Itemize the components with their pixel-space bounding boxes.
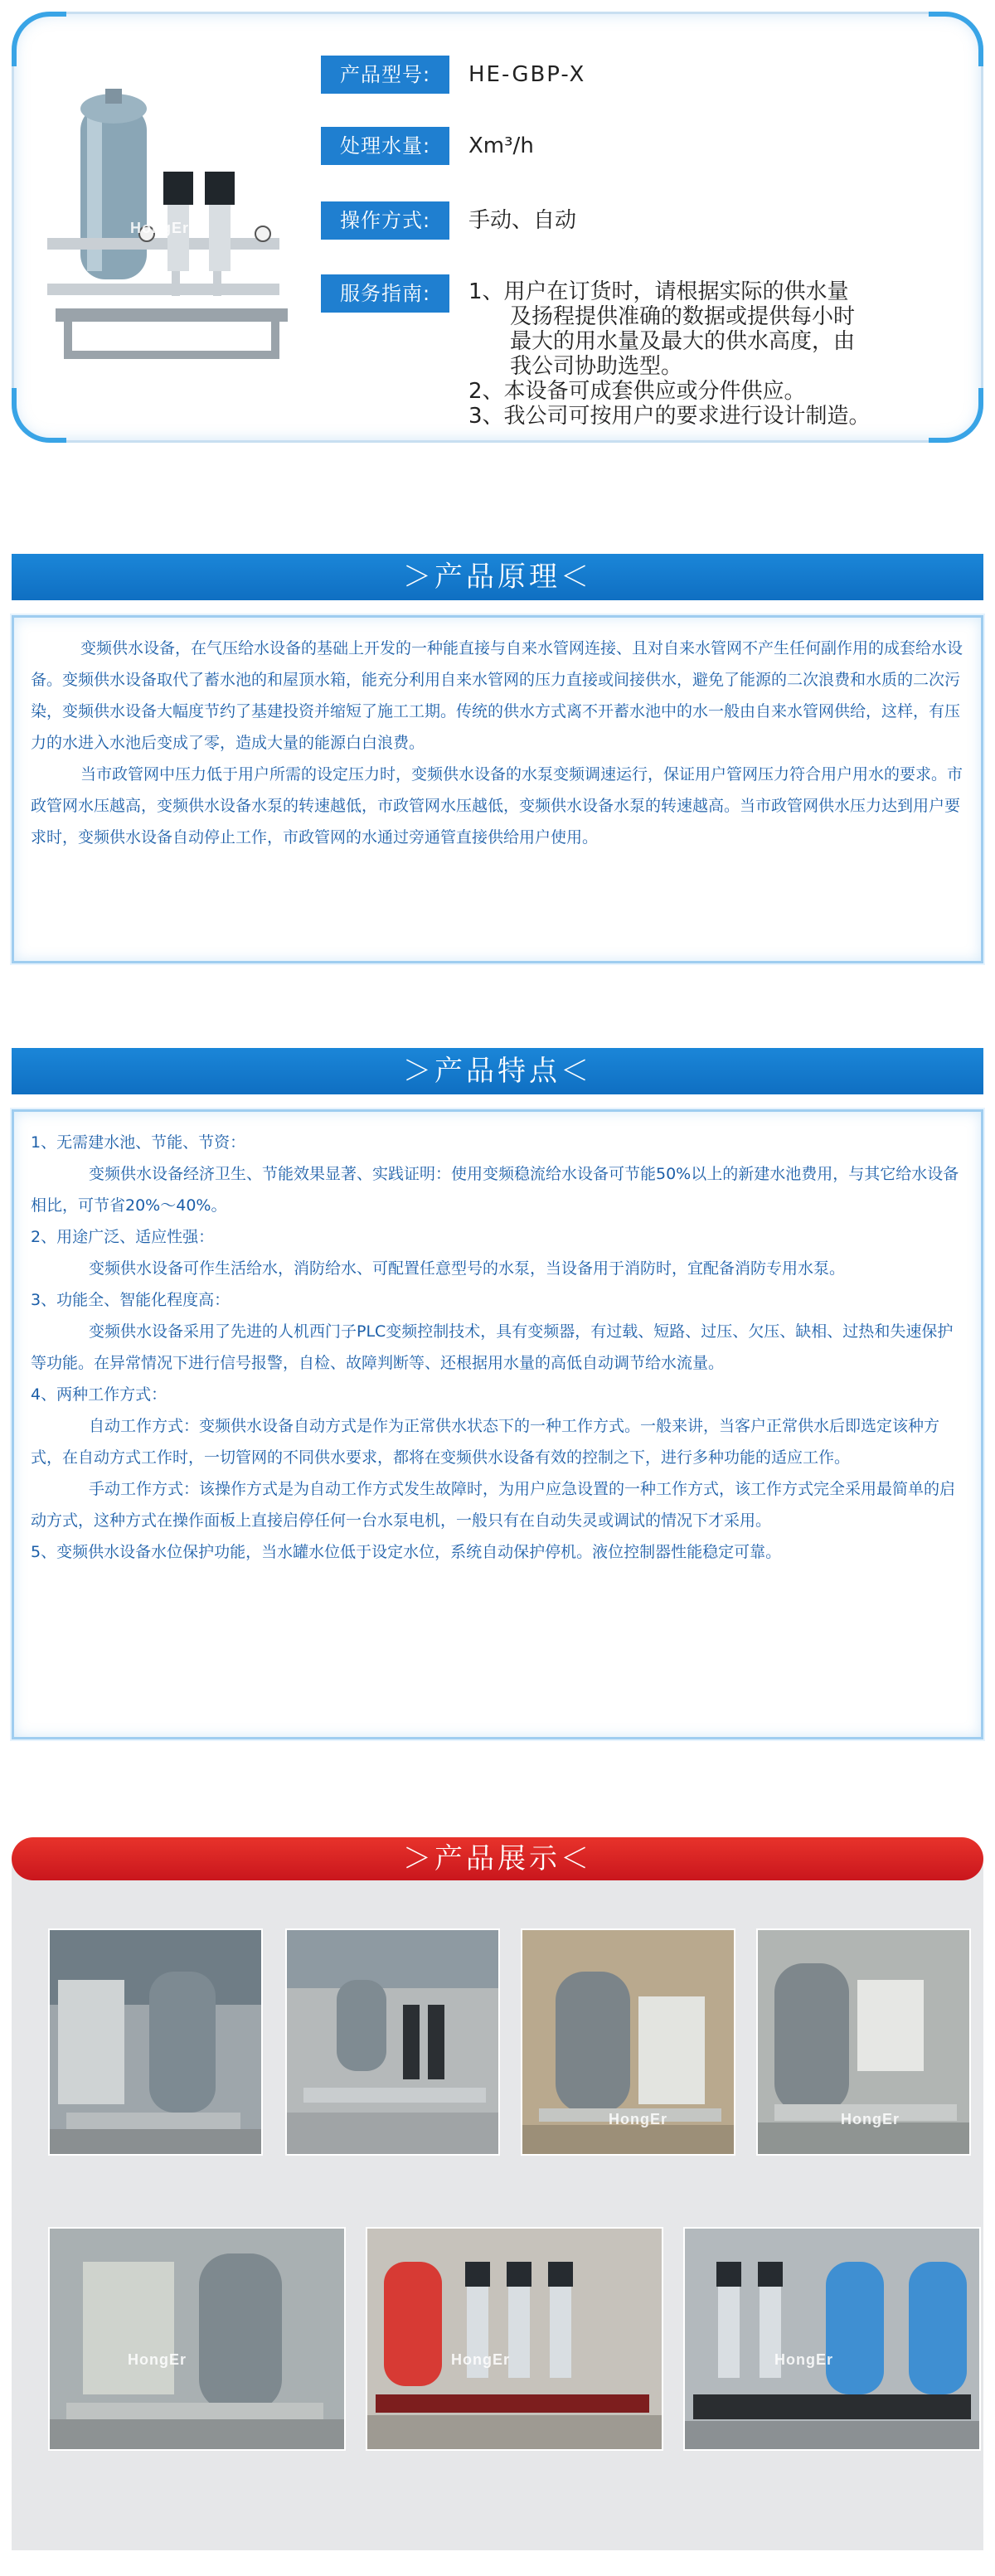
- watermark-logo: HongEr: [128, 2351, 187, 2368]
- guide-line: 最大的用水量及最大的供水高度，由: [510, 329, 856, 354]
- spec-model-value: HE-GBP-X: [468, 62, 586, 87]
- spec-operation-value: 手动、自动: [468, 208, 577, 233]
- guide-line: 2、本设备可成套供应或分件供应。: [468, 379, 806, 404]
- principle-text-box: [12, 615, 983, 963]
- showcase-photo: [683, 2227, 981, 2451]
- feature-title: 3、功能全、智能化程度高：: [31, 1291, 231, 1309]
- principle-paragraph: 变频供水设备，在气压给水设备的基础上开发的一种能直接与自来水管网连接、且对自来水管网不产生任何副作用的成套给水设备。变频供水设备取代了蓄水池的和屋顶水箱，能充分利用自来水管网的压力直接或间接供水，避免了能源的二次浪费和水质的二次污染，变频供水设备大幅度节约了基建投资并缩短了施工工期。传统的供水方式离不开蓄水池中的水一般由自来水管网供给，这样，有压力的水进入水池后变成了零，造成大量的能源白白浪费。: [31, 639, 963, 752]
- section-banner-features: ＞产品特点＜: [12, 1048, 983, 1094]
- feature-title: 5、变频供水设备水位保护功能，当水罐水位低于设定水位，系统自动保护停机。液位控制器性能稳定可靠。: [31, 1543, 782, 1561]
- spec-capacity-value: Xm³/h: [468, 133, 534, 158]
- spec-service-label: 服务指南:: [321, 274, 449, 313]
- guide-line: 1、用户在订货时，请根据实际的供水量: [468, 279, 849, 304]
- feature-body: 自动工作方式：变频供水设备自动方式是作为正常供水状态下的一种工作方式。一般来讲，当客户正常供水后即选定该种方式，在自动方式工作时，一切管网的不同供水要求，都将在变频供水设备有效的控制之下，进行多种功能的适应工作。: [31, 1417, 940, 1467]
- watermark-logo: HongEr: [130, 220, 189, 236]
- guide-line: 3、我公司可按用户的要求进行设计制造。: [468, 404, 871, 429]
- showcase-photo: [48, 1928, 263, 2156]
- feature-title: 2、用途广泛、适应性强：: [31, 1228, 215, 1246]
- watermark-logo: HongEr: [774, 2351, 833, 2368]
- watermark-logo: HongEr: [609, 2111, 667, 2127]
- feature-body: 手动工作方式：该操作方式是为自动工作方式发生故障时，为用户应急设置的一种工作方式，该工作方式完全采用最简单的启动方式，这种方式在操作面板上直接启停任何一台水泵电机，一般只有在自动失灵或调试的情况下才采用。: [31, 1480, 956, 1530]
- feature-body: 变频供水设备采用了先进的人机西门子PLC变频控制技术，具有变频器，有过载、短路、过压、欠压、缺相、过热和失速保护 等功能。在异常情况下进行信号报警，自检、故障判断等、还根据用水量的高低自动调节给水流量。: [31, 1322, 954, 1372]
- service-guide: [468, 279, 991, 429]
- showcase-gallery: [12, 1837, 983, 2550]
- guide-line: 我公司协助选型。: [510, 354, 683, 379]
- spec-operation-label: 操作方式:: [321, 201, 449, 240]
- showcase-photo: [285, 1928, 500, 2156]
- showcase-photo: [48, 2227, 346, 2451]
- panel-corner-decoration: [12, 388, 66, 443]
- section-banner-showcase: ＞产品展示＜: [12, 1837, 983, 1880]
- feature-body: 变频供水设备可作生活给水，消防给水、可配置任意型号的水泵，当设备用于消防时，宜配备消防专用水泵。: [89, 1259, 846, 1278]
- spec-capacity-label: 处理水量:: [321, 127, 449, 165]
- panel-corner-decoration: [12, 12, 66, 66]
- principle-paragraph: 当市政管网中压力低于用户所需的设定压力时，变频供水设备的水泵变频调速运行，保证用户管网压力符合用户用水的要求。市政管网水压越高，变频供水设备水泵的转速越低，市政管网水压越低，变频供水设备水泵的转速越高。当市政管网供水压力达到用户要求时，变频供水设备自动停止工作，市政管网的水通过旁通管直接供给用户使用。: [31, 765, 963, 847]
- watermark-logo: HongEr: [451, 2351, 510, 2368]
- feature-title: 4、两种工作方式：: [31, 1385, 167, 1404]
- features-text-box: [12, 1109, 983, 1739]
- feature-title: 1、无需建水池、节能、节资：: [31, 1133, 246, 1152]
- showcase-photo: [366, 2227, 663, 2451]
- panel-corner-decoration: [929, 12, 983, 66]
- spec-panel: [12, 12, 983, 443]
- guide-line: 及扬程提供准确的数据或提供每小时: [510, 304, 856, 329]
- feature-body: 变频供水设备经济卫生、节能效果显著、实践证明：使用变频稳流给水设备可节能50%以上的新建水池费用，与其它给水设备相比，可节省20%～40%。: [31, 1165, 959, 1215]
- spec-model-label: 产品型号:: [321, 56, 449, 94]
- section-banner-principle: ＞产品原理＜: [12, 554, 983, 600]
- watermark-logo: HongEr: [841, 2111, 900, 2127]
